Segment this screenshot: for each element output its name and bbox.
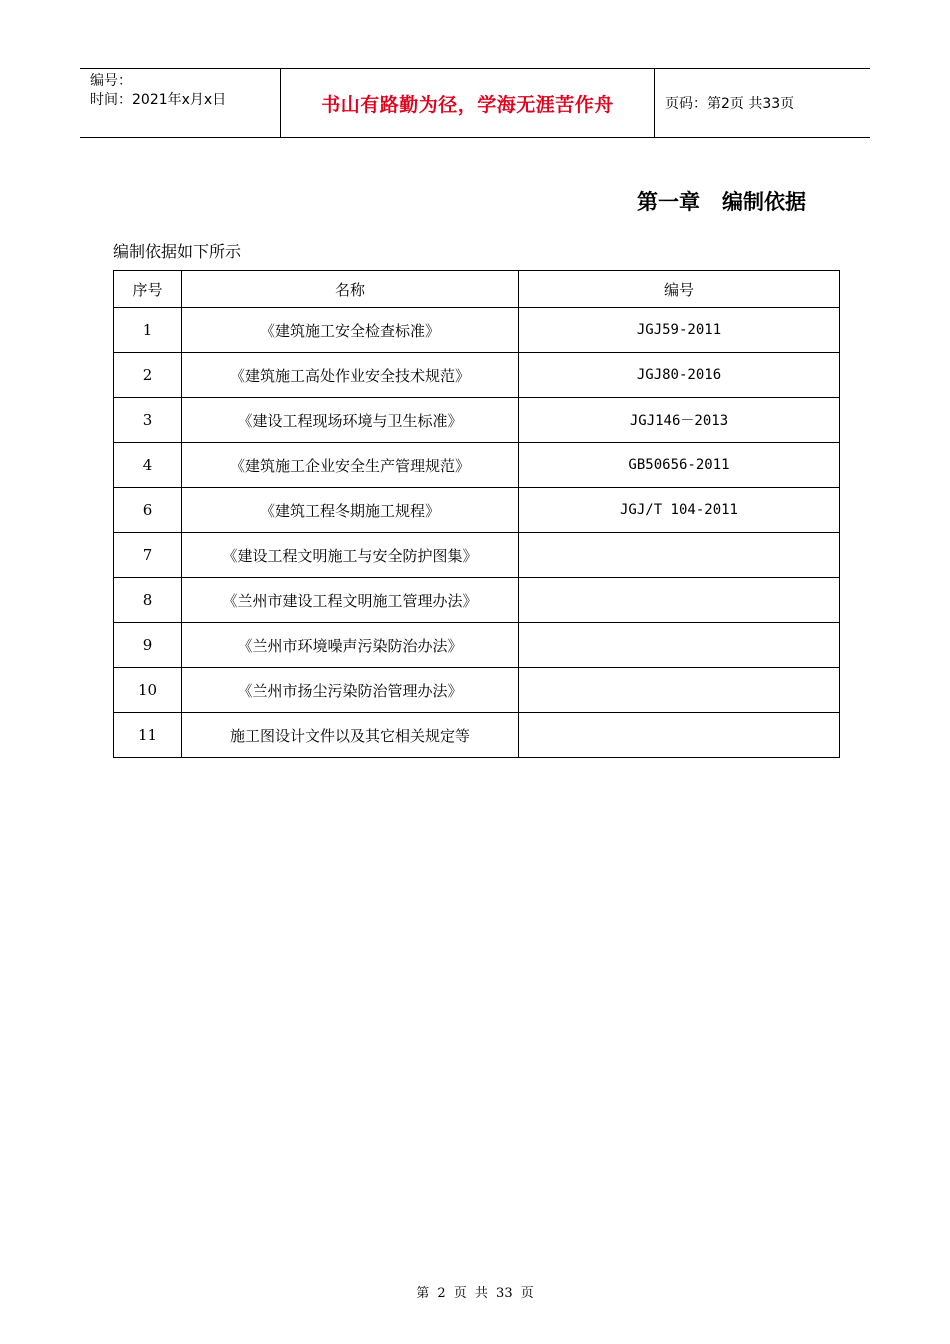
header-motto: 书山有路勤为径，学海无涯苦作舟 (281, 69, 655, 137)
row-name: 《建筑施工安全检查标准》 (182, 308, 519, 353)
row-code: JGJ146－2013 (519, 398, 840, 443)
header-page-info: 页码：第2页 共33页 (665, 96, 795, 112)
chapter-name: 编制依据 (722, 190, 806, 214)
chapter-number: 第一章 (637, 190, 700, 214)
table-row (114, 668, 840, 713)
row-name: 《建筑施工企业安全生产管理规范》 (182, 443, 519, 488)
row-seq: 4 (114, 443, 182, 488)
row-name: 《兰州市建设工程文明施工管理办法》 (182, 578, 519, 623)
row-code (519, 668, 840, 713)
basis-table (113, 270, 840, 758)
row-name: 《兰州市扬尘污染防治管理办法》 (182, 668, 519, 713)
intro-text: 编制依据如下所示 (113, 242, 242, 261)
chapter-heading (500, 186, 806, 216)
row-code: JGJ/T 104-2011 (519, 488, 840, 533)
row-code: JGJ80-2016 (519, 353, 840, 398)
row-seq: 8 (114, 578, 182, 623)
column-header-name: 名称 (182, 271, 519, 308)
row-seq: 3 (114, 398, 182, 443)
table-row (114, 398, 840, 443)
row-code (519, 533, 840, 578)
row-seq: 2 (114, 353, 182, 398)
row-code (519, 713, 840, 758)
table-row (114, 488, 840, 533)
row-code: GB50656-2011 (519, 443, 840, 488)
page-header (80, 68, 870, 138)
page-footer: 第 2 页 共 33 页 (416, 1286, 534, 1301)
row-name: 《兰州市环境噪声污染防治办法》 (182, 623, 519, 668)
column-header-seq: 序号 (114, 271, 182, 308)
table-row (114, 623, 840, 668)
row-code (519, 578, 840, 623)
column-header-code: 编号 (519, 271, 840, 308)
table-row (114, 578, 840, 623)
row-name: 《建设工程文明施工与安全防护图集》 (182, 533, 519, 578)
row-name: 《建设工程现场环境与卫生标准》 (182, 398, 519, 443)
row-seq: 1 (114, 308, 182, 353)
row-name: 《建筑工程冬期施工规程》 (182, 488, 519, 533)
row-name: 施工图设计文件以及其它相关规定等 (182, 713, 519, 758)
header-meta (80, 69, 281, 137)
table-header-row (114, 271, 840, 308)
row-seq: 10 (114, 668, 182, 713)
row-code: JGJ59-2011 (519, 308, 840, 353)
row-seq: 7 (114, 533, 182, 578)
table-row (114, 353, 840, 398)
table-row (114, 533, 840, 578)
row-seq: 11 (114, 713, 182, 758)
table-row (114, 713, 840, 758)
table-row (114, 443, 840, 488)
row-seq: 9 (114, 623, 182, 668)
table-row (114, 308, 840, 353)
row-code (519, 623, 840, 668)
document-date: 时间：2021年x月x日 (90, 92, 227, 108)
document-code-label: 编号： (90, 73, 132, 89)
row-name: 《建筑施工高处作业安全技术规范》 (182, 353, 519, 398)
row-seq: 6 (114, 488, 182, 533)
